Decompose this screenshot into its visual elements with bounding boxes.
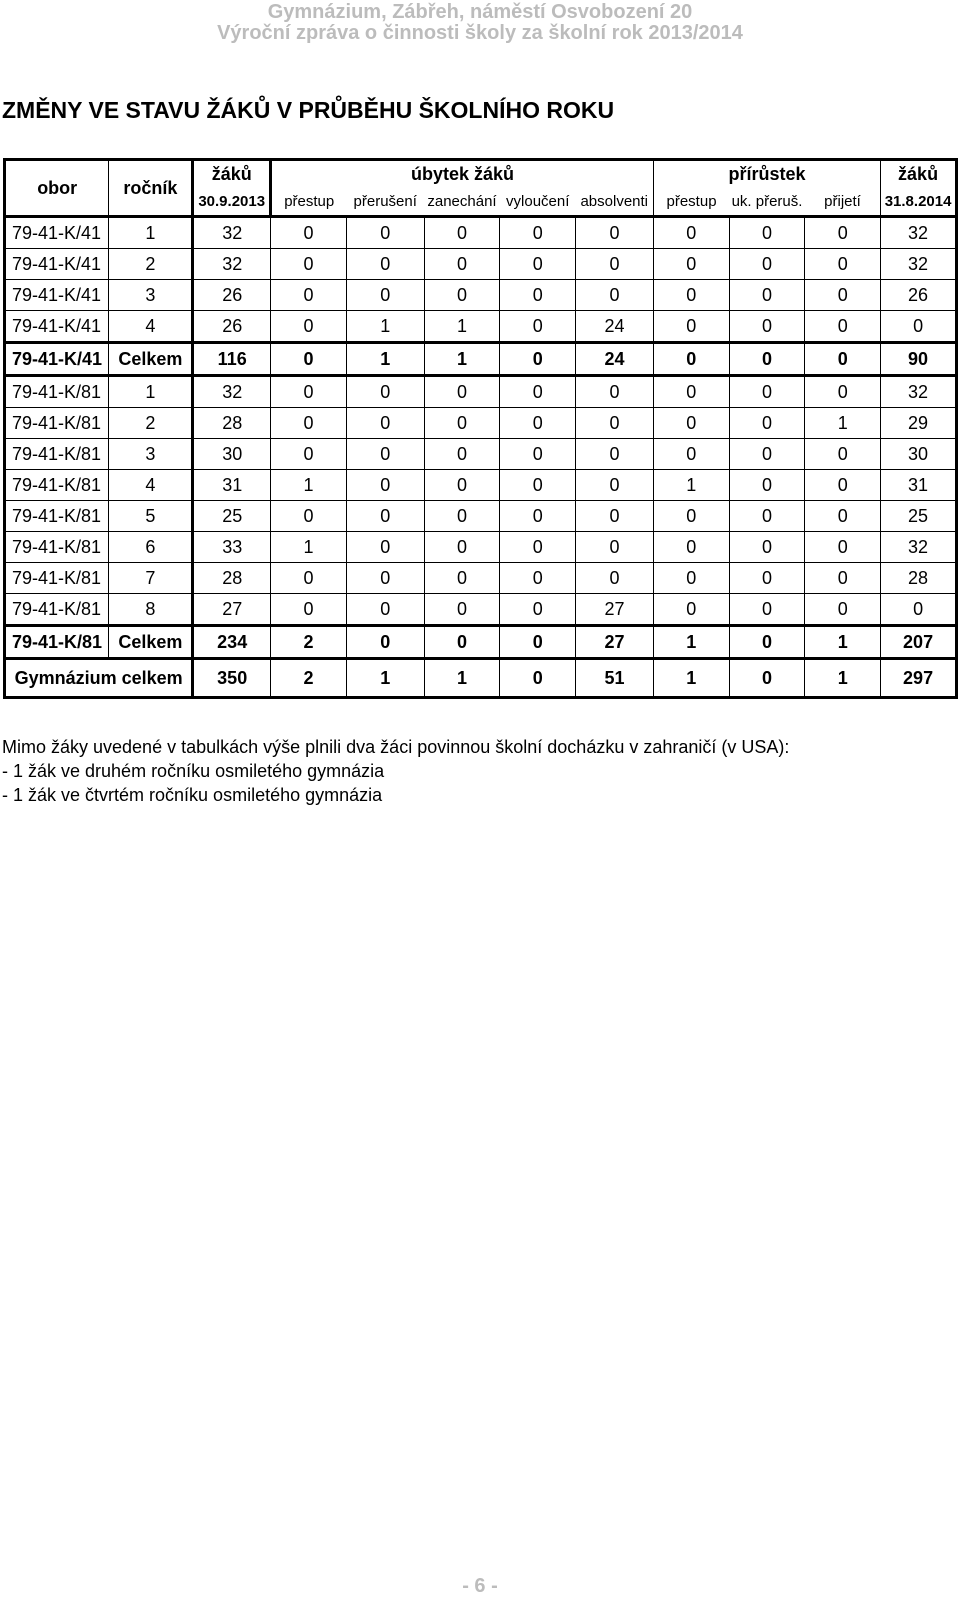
cell-value: 0	[271, 376, 347, 408]
cell-value: 0	[805, 532, 881, 563]
cell-value: 0	[805, 501, 881, 532]
cell-value: 0	[729, 626, 805, 659]
cell-value: 28	[193, 563, 271, 594]
cell-value: 0	[881, 594, 957, 626]
cell-value: 0	[729, 408, 805, 439]
cell-rocnik: 3	[109, 280, 193, 311]
cell-grand-value: 1	[346, 659, 424, 698]
note-line: - 1 žák ve druhém ročníku osmiletého gymnázia	[2, 761, 385, 781]
cell-value: 1	[271, 532, 347, 563]
cell-rocnik: Celkem	[109, 626, 193, 659]
cell-value: 0	[424, 408, 500, 439]
cell-value: 0	[424, 626, 500, 659]
cell-value: 0	[576, 217, 654, 249]
cell-value: 1	[653, 626, 729, 659]
cell-value: 0	[576, 470, 654, 501]
cell-value: 116	[193, 343, 271, 376]
cell-value: 0	[500, 439, 576, 470]
cell-value: 0	[424, 594, 500, 626]
cell-value: 32	[881, 376, 957, 408]
table-row	[5, 343, 957, 376]
cell-value: 0	[576, 408, 654, 439]
cell-value: 0	[424, 501, 500, 532]
cell-value: 0	[346, 249, 424, 280]
cell-value: 0	[805, 311, 881, 343]
cell-value: 0	[500, 501, 576, 532]
table-row	[5, 501, 957, 532]
cell-value: 0	[346, 563, 424, 594]
cell-value: 28	[881, 563, 957, 594]
cell-value: 0	[653, 439, 729, 470]
table-row	[5, 249, 957, 280]
cell-value: 0	[805, 217, 881, 249]
table-row	[5, 217, 957, 249]
cell-value: 0	[653, 343, 729, 376]
cell-rocnik: 1	[109, 376, 193, 408]
student-changes-table	[3, 158, 958, 699]
cell-value: 0	[346, 501, 424, 532]
cell-value: 0	[346, 280, 424, 311]
cell-value: 0	[881, 311, 957, 343]
cell-value: 0	[805, 470, 881, 501]
cell-obor: 79-41-K/81	[5, 439, 109, 470]
cell-value: 1	[424, 343, 500, 376]
cell-value: 0	[500, 626, 576, 659]
cell-obor: 79-41-K/41	[5, 217, 109, 249]
note-line: Mimo žáky uvedené v tabulkách výše plnili dva žáci povinnou školní docházku v zahraničí (v USA):	[2, 737, 790, 757]
grand-total-row	[5, 659, 957, 698]
cell-rocnik: 3	[109, 439, 193, 470]
cell-value: 32	[881, 249, 957, 280]
cell-value: 0	[576, 563, 654, 594]
cell-obor: 79-41-K/81	[5, 376, 109, 408]
subheader-preruseni: přerušení	[346, 188, 424, 217]
cell-value: 27	[576, 594, 654, 626]
cell-obor: 79-41-K/81	[5, 594, 109, 626]
subheader-date-end: 31.8.2014	[881, 188, 957, 217]
cell-value: 2	[271, 626, 347, 659]
cell-value: 26	[881, 280, 957, 311]
cell-value: 0	[576, 280, 654, 311]
cell-rocnik: 4	[109, 470, 193, 501]
cell-value: 31	[881, 470, 957, 501]
cell-grand-value: 1	[424, 659, 500, 698]
cell-value: 0	[653, 311, 729, 343]
cell-value: 0	[271, 343, 347, 376]
cell-obor: 79-41-K/81	[5, 470, 109, 501]
cell-grand-value: 0	[729, 659, 805, 698]
cell-value: 0	[805, 280, 881, 311]
table-row	[5, 439, 957, 470]
cell-rocnik: 6	[109, 532, 193, 563]
cell-value: 0	[500, 280, 576, 311]
cell-value: 1	[805, 408, 881, 439]
cell-value: 0	[729, 470, 805, 501]
table-row	[5, 594, 957, 626]
cell-value: 0	[424, 532, 500, 563]
cell-value: 0	[424, 376, 500, 408]
cell-grand-value: 350	[193, 659, 271, 698]
cell-value: 0	[271, 563, 347, 594]
cell-value: 28	[193, 408, 271, 439]
cell-rocnik: 5	[109, 501, 193, 532]
subheader-absolventi: absolventi	[576, 188, 654, 217]
cell-value: 32	[193, 249, 271, 280]
table-body	[5, 160, 957, 698]
cell-value: 0	[576, 439, 654, 470]
cell-value: 25	[193, 501, 271, 532]
page-number: - 6 -	[462, 1575, 498, 1597]
cell-value: 0	[653, 376, 729, 408]
notes-section	[2, 735, 789, 807]
cell-value: 0	[805, 249, 881, 280]
cell-value: 0	[500, 594, 576, 626]
cell-value: 0	[576, 532, 654, 563]
cell-value: 0	[653, 217, 729, 249]
cell-value: 0	[500, 470, 576, 501]
cell-value: 0	[346, 594, 424, 626]
cell-value: 27	[576, 626, 654, 659]
cell-value: 1	[653, 470, 729, 501]
cell-value: 0	[729, 343, 805, 376]
cell-grand-value: 1	[805, 659, 881, 698]
table-row	[5, 408, 957, 439]
cell-value: 0	[805, 439, 881, 470]
cell-value: 1	[805, 626, 881, 659]
cell-rocnik: 8	[109, 594, 193, 626]
column-header-obor: obor	[5, 160, 109, 217]
cell-value: 0	[653, 594, 729, 626]
cell-value: 0	[424, 217, 500, 249]
cell-value: 0	[424, 470, 500, 501]
cell-grand-value: 1	[653, 659, 729, 698]
cell-value: 234	[193, 626, 271, 659]
table-row	[5, 311, 957, 343]
subheader-prestup-in: přestup	[653, 188, 729, 217]
cell-rocnik: 4	[109, 311, 193, 343]
cell-value: 0	[346, 532, 424, 563]
cell-obor: 79-41-K/81	[5, 408, 109, 439]
cell-value: 0	[729, 532, 805, 563]
document-header-school: Gymnázium, Zábřeh, náměstí Osvobození 20	[267, 1, 693, 23]
cell-value: 0	[271, 280, 347, 311]
cell-value: 0	[729, 376, 805, 408]
table-row	[5, 470, 957, 501]
cell-value: 29	[881, 408, 957, 439]
column-header-rocnik: ročník	[109, 160, 193, 217]
cell-obor: 79-41-K/41	[5, 311, 109, 343]
table-row	[5, 532, 957, 563]
cell-value: 0	[729, 594, 805, 626]
cell-value: 30	[193, 439, 271, 470]
cell-value: 0	[424, 439, 500, 470]
cell-value: 0	[346, 439, 424, 470]
cell-value: 0	[346, 217, 424, 249]
cell-value: 90	[881, 343, 957, 376]
cell-value: 26	[193, 311, 271, 343]
cell-value: 0	[576, 501, 654, 532]
cell-value: 0	[271, 217, 347, 249]
cell-obor: 79-41-K/81	[5, 563, 109, 594]
table-row	[5, 376, 957, 408]
cell-value: 0	[500, 343, 576, 376]
cell-value: 24	[576, 311, 654, 343]
column-header-ubytek: úbytek žáků	[271, 160, 654, 189]
cell-value: 0	[500, 532, 576, 563]
cell-value: 1	[346, 311, 424, 343]
cell-value: 0	[729, 249, 805, 280]
cell-value: 0	[271, 311, 347, 343]
table-row	[5, 563, 957, 594]
cell-value: 0	[805, 594, 881, 626]
cell-value: 0	[576, 376, 654, 408]
document-header-report: Výroční zpráva o činnosti školy za školní rok 2013/2014	[217, 22, 743, 44]
cell-value: 0	[271, 408, 347, 439]
subheader-uk-preruseni: uk. přeruš.	[729, 188, 805, 217]
cell-value: 1	[424, 311, 500, 343]
cell-value: 0	[576, 249, 654, 280]
cell-value: 0	[500, 249, 576, 280]
cell-value: 0	[424, 280, 500, 311]
cell-value: 0	[653, 249, 729, 280]
cell-value: 30	[881, 439, 957, 470]
cell-value: 1	[271, 470, 347, 501]
cell-grand-label: Gymnázium celkem	[5, 659, 193, 698]
cell-value: 32	[881, 532, 957, 563]
cell-obor: 79-41-K/41	[5, 249, 109, 280]
cell-value: 0	[346, 408, 424, 439]
table-row	[5, 280, 957, 311]
cell-value: 0	[729, 280, 805, 311]
cell-value: 0	[271, 594, 347, 626]
cell-value: 24	[576, 343, 654, 376]
cell-value: 0	[729, 501, 805, 532]
subheader-prestup-out: přestup	[271, 188, 347, 217]
cell-obor: 79-41-K/41	[5, 343, 109, 376]
cell-value: 0	[653, 532, 729, 563]
cell-value: 27	[193, 594, 271, 626]
cell-obor: 79-41-K/81	[5, 501, 109, 532]
cell-obor: 79-41-K/41	[5, 280, 109, 311]
cell-value: 0	[653, 408, 729, 439]
cell-value: 32	[881, 217, 957, 249]
subheader-vylouceni: vyloučení	[500, 188, 576, 217]
cell-value: 0	[271, 439, 347, 470]
cell-value: 0	[424, 563, 500, 594]
cell-value: 0	[500, 217, 576, 249]
cell-value: 32	[193, 376, 271, 408]
subheader-prijeti: přijetí	[805, 188, 881, 217]
cell-obor: 79-41-K/81	[5, 626, 109, 659]
cell-value: 0	[805, 563, 881, 594]
cell-value: 0	[424, 249, 500, 280]
cell-value: 0	[271, 501, 347, 532]
column-header-zaku-end: žáků	[881, 160, 957, 189]
cell-value: 25	[881, 501, 957, 532]
cell-obor: 79-41-K/81	[5, 532, 109, 563]
cell-rocnik: Celkem	[109, 343, 193, 376]
cell-value: 0	[271, 249, 347, 280]
cell-rocnik: 2	[109, 408, 193, 439]
subheader-zanechani: zanechání	[424, 188, 500, 217]
cell-value: 31	[193, 470, 271, 501]
cell-value: 0	[729, 217, 805, 249]
cell-value: 0	[653, 563, 729, 594]
cell-grand-value: 297	[881, 659, 957, 698]
cell-value: 32	[193, 217, 271, 249]
cell-value: 0	[729, 439, 805, 470]
cell-grand-value: 51	[576, 659, 654, 698]
cell-value: 0	[729, 563, 805, 594]
cell-rocnik: 7	[109, 563, 193, 594]
cell-value: 0	[500, 563, 576, 594]
column-header-prirustek: přírůstek	[653, 160, 880, 189]
cell-grand-value: 0	[500, 659, 576, 698]
note-line: - 1 žák ve čtvrtém ročníku osmiletého gymnázia	[2, 785, 383, 805]
cell-value: 0	[653, 501, 729, 532]
cell-value: 0	[346, 376, 424, 408]
cell-value: 33	[193, 532, 271, 563]
cell-rocnik: 2	[109, 249, 193, 280]
column-header-zaku-start: žáků	[193, 160, 271, 189]
cell-value: 0	[805, 343, 881, 376]
cell-value: 26	[193, 280, 271, 311]
cell-grand-value: 2	[271, 659, 347, 698]
cell-rocnik: 1	[109, 217, 193, 249]
cell-value: 0	[500, 376, 576, 408]
table-header-row-1	[5, 160, 957, 189]
cell-value: 0	[653, 280, 729, 311]
cell-value: 0	[500, 311, 576, 343]
cell-value: 207	[881, 626, 957, 659]
cell-value: 1	[346, 343, 424, 376]
table-row	[5, 626, 957, 659]
cell-value: 0	[346, 470, 424, 501]
page-title: ZMĚNY VE STAVU ŽÁKŮ V PRŮBĚHU ŠKOLNÍHO ROKU	[2, 97, 615, 123]
cell-value: 0	[346, 626, 424, 659]
cell-value: 0	[805, 376, 881, 408]
cell-value: 0	[500, 408, 576, 439]
cell-value: 0	[729, 311, 805, 343]
subheader-date-start: 30.9.2013	[193, 188, 271, 217]
